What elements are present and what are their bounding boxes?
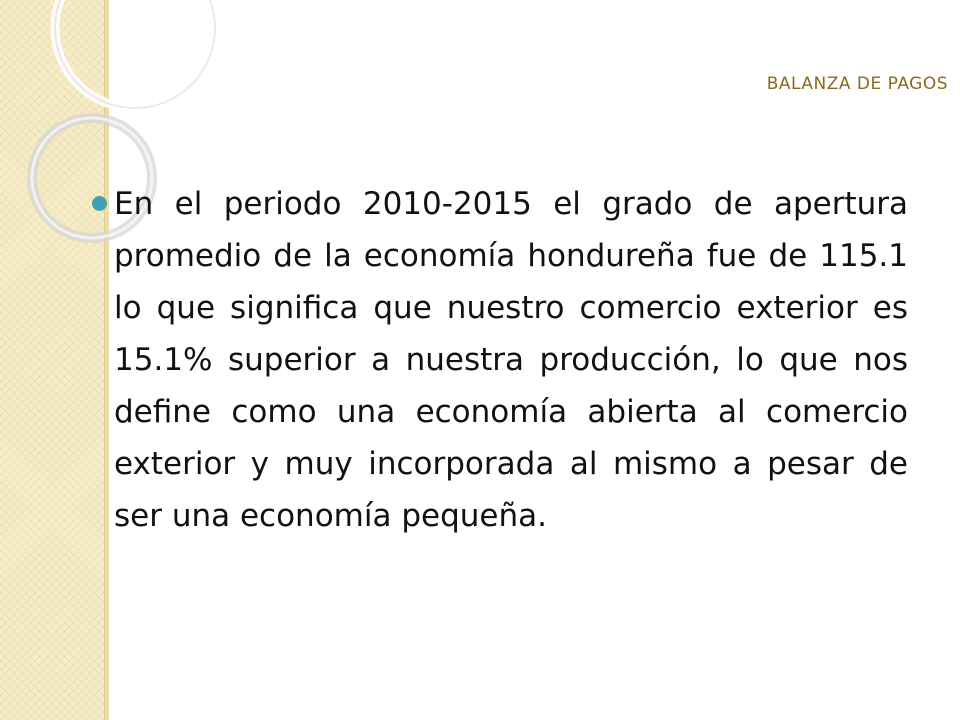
bullet-item xyxy=(92,178,908,542)
slide-title: BALANZA DE PAGOS xyxy=(766,74,948,94)
bullet-list xyxy=(92,178,908,542)
bullet-dot-icon xyxy=(92,196,107,211)
bullet-text: En el periodo 2010-2015 el grado de apertura promedio de la economía hondureña fue de 115.1 lo que significa que nuestro comercio exterior es 15.1% superior a nuestra producción, lo que nos define como una economía abierta al comercio exterior y muy incorporada al mismo a pesar de ser una economía pequeña. xyxy=(114,186,908,534)
